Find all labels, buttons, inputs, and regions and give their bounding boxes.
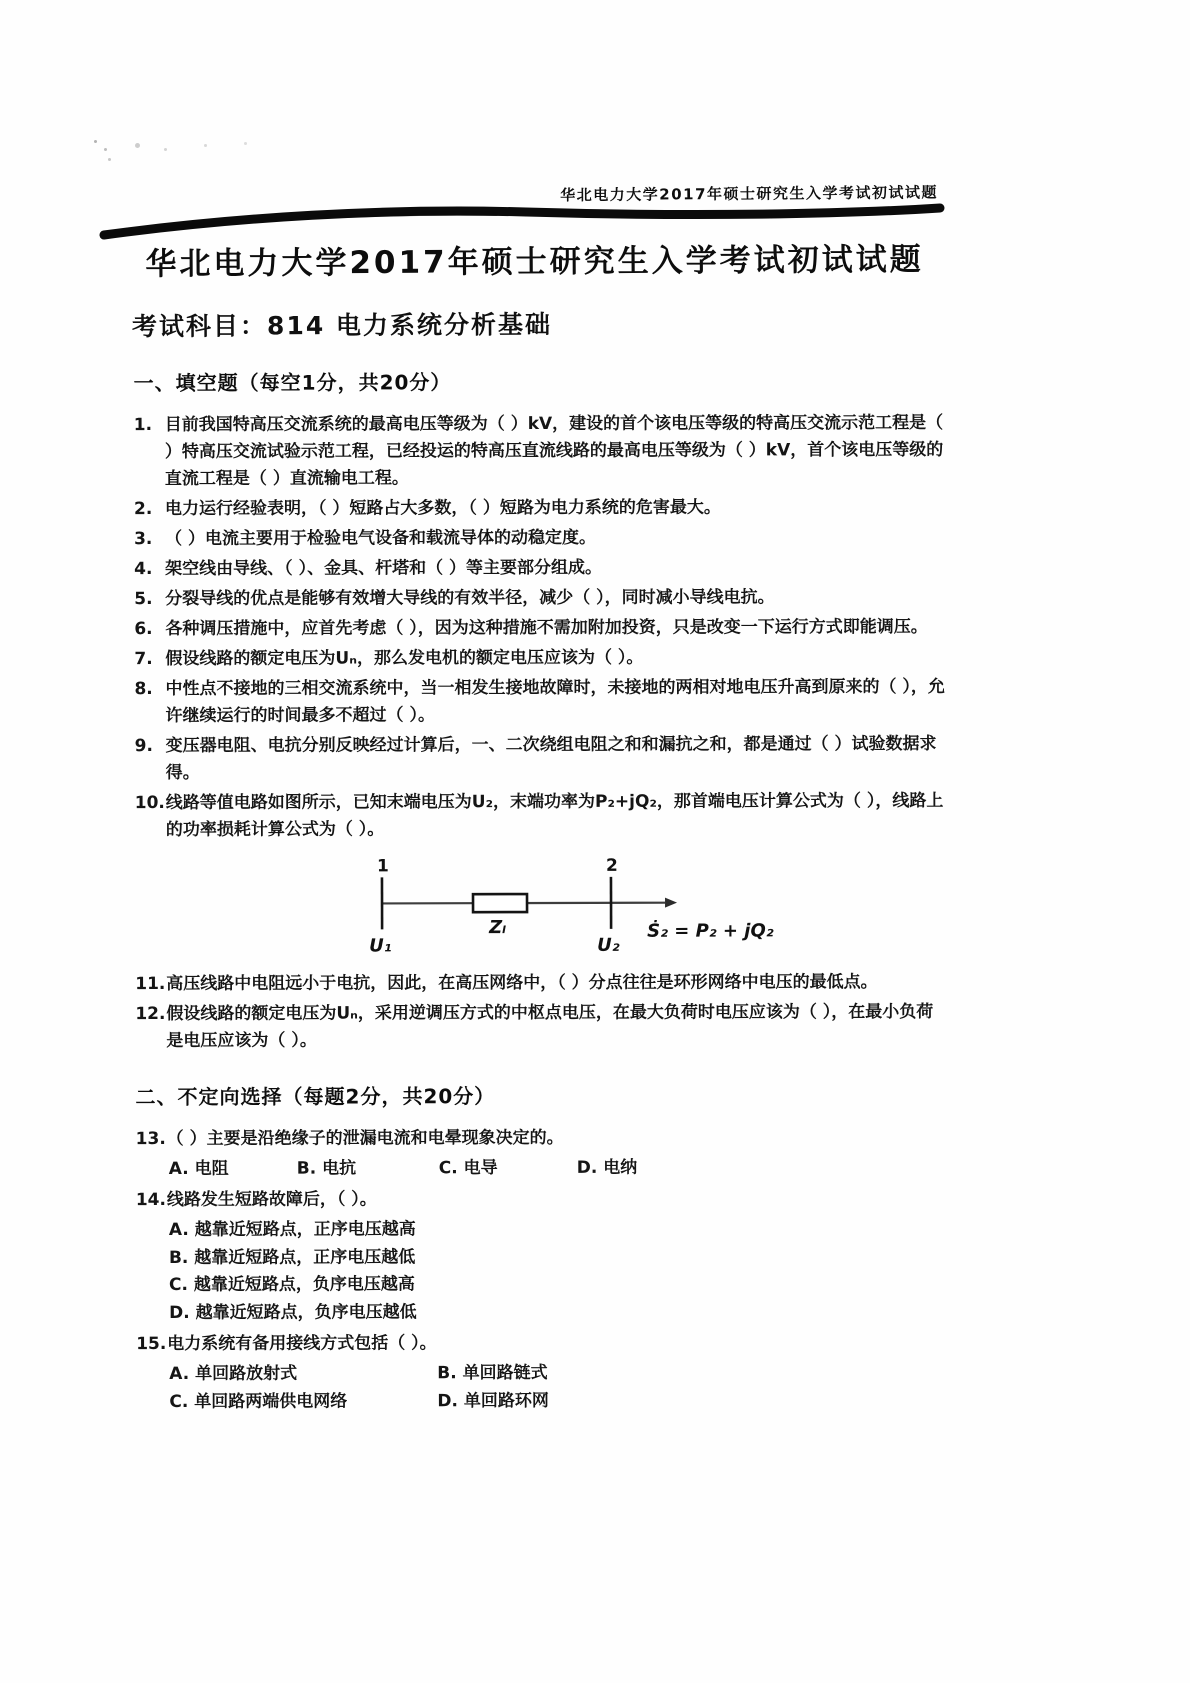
question-text: 电力系统有备用接线方式包括（ ）。	[167, 1333, 437, 1354]
u2-label: U₂	[597, 934, 620, 956]
question-3	[134, 524, 948, 553]
question-7	[134, 644, 948, 673]
question-text: 线路等值电路如图所示，已知末端电压为U₂，末端功率为P₂+jQ₂，那首端电压计算公式为（ ），线路上的功率损耗计算公式为（ ）。	[165, 790, 944, 840]
question-2	[134, 494, 948, 523]
question-number: 4.	[134, 559, 153, 580]
question-text: 变压器电阻、电抗分别反映经过计算后，一、二次绕组电阻之和和漏抗之和，都是通过（ ）试验数据求得。	[165, 733, 937, 783]
option-c: C. 越靠近短路点，负序电压越高	[169, 1274, 415, 1295]
question-number: 1.	[133, 415, 153, 436]
question-8	[134, 674, 948, 730]
question-4	[134, 554, 948, 583]
section2-heading: 二、不定向选择（每题2分，共20分）	[135, 1084, 496, 1110]
question-number: 9.	[134, 736, 153, 757]
question-text: 目前我国特高压交流系统的最高电压等级为（ ）kV，建设的首个该电压等级的特高压交流示范工程是（ ）特高压交流试验示范工程，已经投运的特高压直流线路的最高电压等级为（ ）kV，首个该电压等级的直流工程是（ ）直流输电工程。	[164, 412, 944, 489]
question-number: 5.	[134, 589, 153, 610]
question-14	[136, 1185, 950, 1214]
option-b: B. 单回路链式	[437, 1362, 548, 1384]
question-11	[135, 969, 949, 998]
question-13	[136, 1124, 950, 1153]
question-15-options	[169, 1359, 950, 1416]
question-number: 13.	[135, 1128, 166, 1150]
question-5	[134, 584, 948, 613]
question-13-options	[169, 1154, 950, 1183]
subject-line: 考试科目：814 电力系统分析基础	[131, 309, 552, 342]
option-d: D. 越靠近短路点，负序电压越低	[169, 1301, 417, 1323]
option-d: D. 电纳	[576, 1157, 638, 1178]
question-number: 6.	[134, 619, 153, 640]
question-number: 10.	[134, 792, 165, 814]
running-header: 华北电力大学2017年硕士研究生入学考试初试试题	[560, 183, 939, 205]
question-12	[135, 999, 949, 1055]
power-flow-arrow-icon	[665, 898, 677, 908]
question-text: 各种调压措施中，应首先考虑（ ），因为这种措施不需加附加投资，只是改变一下运行方式即能调压。	[165, 616, 928, 639]
option-c: C. 电导	[438, 1158, 498, 1179]
question-number: 3.	[134, 529, 153, 550]
exam-title: 华北电力大学2017年硕士研究生入学考试初试试题	[145, 241, 924, 283]
impedance-label: Zₗ	[489, 917, 507, 939]
bus2-label: 2	[605, 855, 618, 876]
option-a: A. 电阻	[168, 1158, 229, 1179]
question-text: 高压线路中电阻远小于电抗，因此，在高压网络中，（ ）分点往往是环形网络中电压的最低点。	[166, 972, 878, 994]
question-text: 假设线路的额定电压为Uₙ，那么发电机的额定电压应该为（ ）。	[165, 647, 644, 669]
option-a: A. 单回路放射式	[169, 1363, 298, 1384]
question-14-options	[169, 1215, 950, 1327]
impedance-box	[473, 894, 527, 912]
question-text: 假设线路的额定电压为Uₙ，采用逆调压方式的中枢点电压，在最大负荷时电压应该为（ ），在最小负荷是电压应该为（ ）。	[166, 1001, 934, 1051]
option-b: B. 电抗	[296, 1158, 357, 1179]
bus1-label: 1	[376, 856, 389, 877]
question-number: 14.	[135, 1189, 166, 1211]
question-number: 7.	[134, 649, 153, 670]
question-number: 12.	[135, 1003, 166, 1025]
option-b: B. 越靠近短路点，正序电压越低	[168, 1246, 416, 1268]
question-text: 中性点不接地的三相交流系统中，当一相发生接地故障时，未接地的两相对地电压升高到原来的（ ），允许继续运行的时间最多不超过（ ）。	[165, 676, 945, 726]
question-text: 架空线由导线、（ ）、金具、杆塔和（ ）等主要部分组成。	[165, 557, 603, 579]
question-text: （ ）电流主要用于检验电气设备和载流导体的动稳定度。	[165, 527, 597, 549]
question-1	[134, 410, 948, 493]
question-text: 分裂导线的优点是能够有效增大导线的有效半径，减少（ ），同时减小导线电抗。	[165, 587, 775, 609]
exam-content	[134, 365, 951, 1420]
option-c: C. 单回路两端供电网络	[169, 1391, 348, 1412]
question-10	[135, 788, 949, 844]
option-d: D. 单回路环网	[437, 1390, 549, 1411]
question-6	[134, 614, 948, 643]
option-a: A. 越靠近短路点，正序电压越高	[168, 1219, 416, 1240]
power-label: Ṡ₂ = P₂ + jQ₂	[647, 920, 774, 942]
question-15	[136, 1329, 950, 1358]
question-number: 2.	[133, 499, 153, 520]
u1-label: U₁	[369, 935, 392, 957]
question-number: 15.	[136, 1333, 167, 1355]
scan-specks	[90, 120, 310, 160]
question-9	[135, 731, 949, 787]
question-text: 电力运行经验表明，（ ）短路占大多数，（ ）短路为电力系统的危害最大。	[164, 497, 721, 519]
question-number: 8.	[134, 679, 153, 700]
question-text: （ ）主要是沿绝缘子的泄漏电流和电晕现象决定的。	[166, 1127, 564, 1149]
question-number: 11.	[135, 973, 166, 995]
section1-heading: 一、填空题（每空1分，共20分）	[133, 370, 452, 396]
question-text: 线路发生短路故障后，（ ）。	[166, 1189, 377, 1210]
line-equivalent-circuit-diagram	[349, 854, 809, 960]
